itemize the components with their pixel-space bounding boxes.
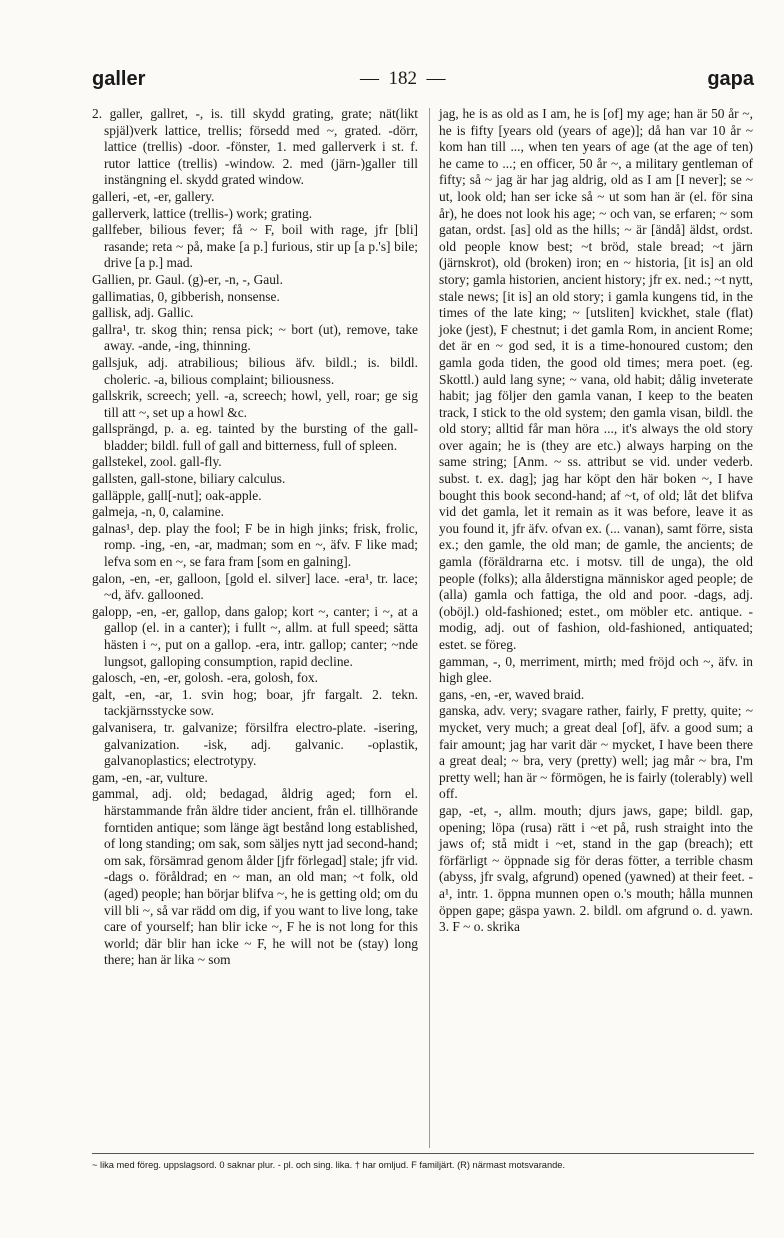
entry: galon, -en, -er, galloon, [gold el. silver] lace. -era¹, tr. lace; ~d, äfv. gallooned. (92, 570, 418, 603)
column-divider (429, 108, 430, 1148)
entry: Gallien, pr. Gaul. (g)-er, -n, -, Gaul. (92, 271, 283, 287)
page-number: — 182 — (360, 68, 446, 89)
page-header (92, 68, 754, 98)
entry: galopp, -en, -er, gallop, dans galop; kort ~, canter; i ~, at a gallop (el. in a canter); i fullt ~, allm. at full speed; sätta hästen i ~, put on a gallop. -era, intr. gallop; canter; ~nde lungsot, galloping consumption, rapid decline. (92, 603, 418, 669)
entry: gallsjuk, adj. atrabilious; bilious äfv. bildl.; is. bildl. choleric. -a, bilious complaint; biliousness. (92, 354, 418, 387)
entry: gallskrik, screech; yell. -a, screech; howl, yell, roar; ge sig till att ~, set up a howl &c. (92, 388, 418, 420)
entry: gap, -et, -, allm. mouth; djurs jaws, gape; bildl. gap, opening; löpa (rusa) rätt i ~et på, rush straight into the jaws of; stå midt i ~et, stand in the gap (breach); ett förfärligt ~ öppnade sig för deras fötter, a terrible chasm (abyss, jfr svalg, afgrund) opened (yawned) at their feet. -a¹, intr. 1. öppna munnen open o.'s mouth; hålla munnen öppen gape; gäspa yawn. 2. bildl. om afgrund o. d. yawn. 3. F ~ o. skrika (439, 802, 753, 935)
entry: gallfeber, bilious fever; få ~ F, boil with rage, jfr [bli] rasande; reta ~ på, make [a p.] furious, stir up [a p.'s] bile; drive [a p.] mad. (92, 222, 418, 271)
entry: galvanisera, tr. galvanize; försilfra electro-plate. -isering, galvanization. -isk, adj. galvanic. -oplastik, galvanoplastics; electrotypy. (92, 719, 418, 769)
entry: gamman, -, 0, merriment, mirth; med fröjd och ~, äfv. in high glee. (439, 653, 753, 686)
right-column (439, 106, 753, 936)
footnote-rule (92, 1153, 754, 1154)
entry: galt, -en, -ar, 1. svin hog; boar, jfr fargalt. 2. tekn. tackjärnsstycke sow. (92, 686, 418, 719)
entry: gallsprängd, p. a. eg. tainted by the bursting of the gall-bladder; bildl. full of gall and bitterness, full of spleen. (92, 421, 418, 453)
entry: galnas¹, dep. play the fool; F be in high jinks; frisk, frolic, romp. -ing, -en, -ar, madman; som en ~, äfv. F like mad; lefva som en ~, se fara fram [som en galning]. (92, 520, 418, 570)
entry: gammal, adj. old; bedagad, åldrig aged; forn el. härstammande från äldre tider ancient, från el. tillhörande forntiden antique; som länge ägt bestånd long established, of long standing; om sak, som säljes nytt jad second-hand; om sak, försämrad genom ålder [jfr förlegad] stale; jfr vid. -dags o. föråldrad; en ~ man, an old man; ~t folk, old (aged) people; han börjar blifva ~, he is getting old; om du vill bli ~, så var rädd om dig, if you want to live long, take care of yourself; han blir icke ~, F he is not long for this world; där blir han icke ~ F, he will not be (stay) long there; han är lika ~ som (92, 786, 418, 968)
entry: ganska, adv. very; svagare rather, fairly, F pretty, quite; ~ mycket, very much; a great deal [of], äfv. a good sum; a fair amount; jag har varit där ~ mycket, I have been there a great deal; ~ bra, very (pretty) well; jag mår ~ bra, I'm pretty well; han är ~ förmögen, he is fairly (tolerably) well off. (439, 703, 754, 802)
entry: galosch, -en, -er, golosh. -era, golosh, fox. (92, 670, 318, 686)
entry: galläpple, gall[-nut]; oak-apple. (92, 487, 262, 503)
entry: gallstekel, zool. gall-fly. (92, 454, 222, 470)
entry: gallisk, adj. Gallic. (92, 305, 194, 321)
entry: gam, -en, -ar, vulture. (92, 769, 208, 785)
entry: jag, he is as old as I am, he is [of] my age; han är 50 år ~, he is fifty [years old (years of age)]; då han var 10 år ~ kom han till ..., when ten years of age (at the age of ten) he came to ...; en officer, 50 år ~, a military gentleman of fifty; så ~ jag är har jag aldrig, old as I am [I never]; se ~ ut, look old; han ser icke så ~ ut som han är (el. för sina år), he does not look his age; ~ och van, se erfaren; ~ som gatan, ordst. [as] old as the hills; ~ är [ändå] äldst, ordst. old people know best; ~t bröd, stale bread; ~t järn (järnskrot), old (broken) iron; en ~ historia, [it is] an old story; gamla historien, ancient history; jfr ex. ned.; ~t nytt, stale news; [it is] an old story; i gamla kungens tid, in the times of the late king; ~ [utsliten] kvickhet, stale (flat) joke (jest), F chestnut; i det gamla Rom, in ancient Rome; det är en ~ god sed, it is a time-honoured custom; den gamla goda tiden, the good old times; mera poet. (eg. Skottl.) auld lang syne; ~ vana, old habit; dålig inveterate habit; jag följer den gamla vanan, I keep to the beaten track, I stick to the old system; den gamla visan, bildl. the old story; alltid får man höra ..., it's always the old story over again; he is (they are etc.) always harping on the same string; [Anm. ~ ss. attribut se vid. under vederb. subst. t. ex. dag]; jag har köpt den här boken ~, I have bought this book second-hand; af ~t, of old; låt det blifva vid det gamla, let it remain as it was before, leave it as you found it, jfr äfv. ofvan ex. (... vanan), samt förre, sista ex.; den gamle, the old man; de gamle, the ancients; de gamla (föräldrarna etc. i motsv. till de unga), the old people (folks); alla ålderstigna människor aged people; de (alla) gamla och fattiga, the old and poor. -dags, adj. (oböjl.) old-fashioned; estet., om möbler etc. antique. -modig, adj. out of fashion, old-fashioned, antiquated; estet. se föreg. (439, 106, 753, 652)
entry: gallsten, gall-stone, biliary calculus. (92, 471, 286, 487)
left-column (92, 106, 418, 969)
footnote-legend: ~ lika med föreg. uppslagsord. 0 saknar plur. - pl. och sing. lika. † har omljud. F familjärt. (R) närmast motsvarande. (92, 1160, 566, 1170)
entry: gans, -en, -er, waved braid. (439, 686, 585, 702)
entry: galmeja, -n, 0, calamine. (92, 504, 224, 520)
guide-word-left: galler (92, 68, 146, 90)
entry: galleri, -et, -er, gallery. (92, 188, 215, 204)
entry: gallra¹, tr. skog thin; rensa pick; ~ bort (ut), remove, take away. -ande, -ing, thinning. (92, 321, 418, 354)
entry: gallerverk, lattice (trellis-) work; grating. (92, 205, 313, 221)
entry: 2. galler, gallret, -, is. till skydd grating, grate; nät(likt spjäl)verk lattice, trellis; försedd med ~, grated. -dörr, lattice (trellis) -door. -fönster, 1. med gallerverk i st. f. rutor lattice (trellis) -window. 2. med (järn-)galler till instängning el. skydd grated window. (92, 106, 418, 188)
entry: gallimatias, 0, gibberish, nonsense. (92, 288, 280, 304)
guide-word-right: gapa (707, 68, 754, 90)
